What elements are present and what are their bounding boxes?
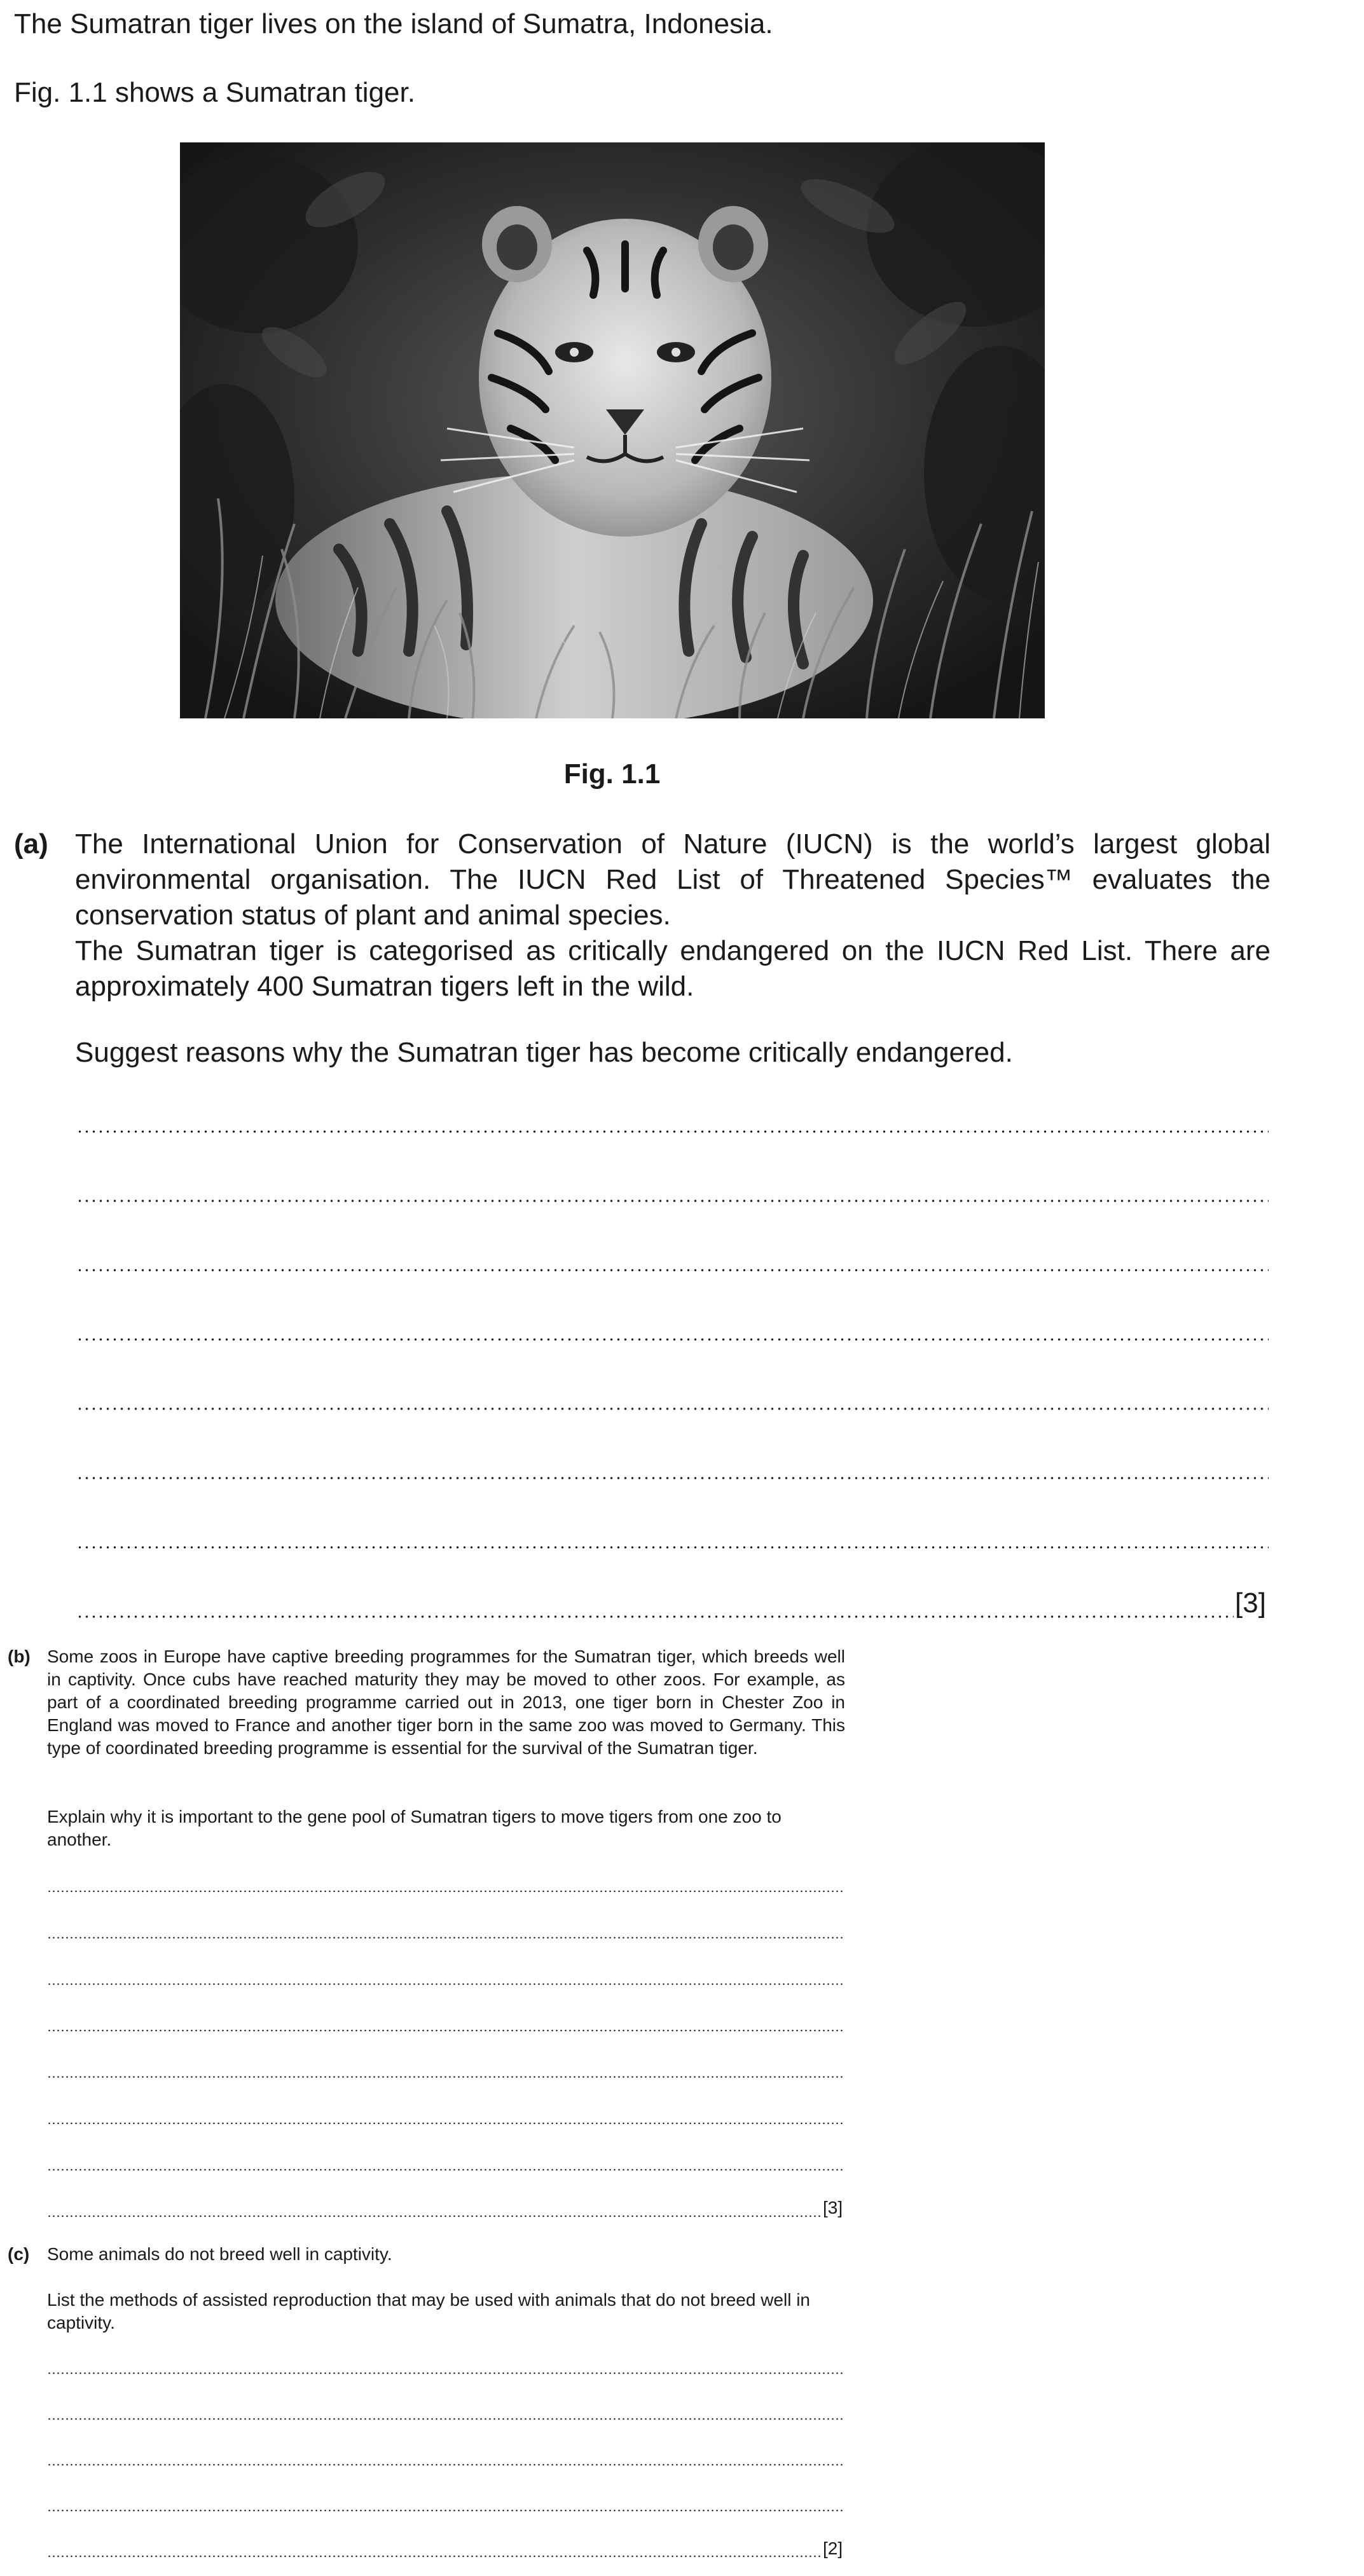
- part-a-label: (a): [14, 828, 48, 860]
- part-c-para-1: Some animals do not breed well in captivity.: [47, 2244, 392, 2264]
- intro-line-2: Fig. 1.1 shows a Sumatran tiger.: [14, 77, 415, 108]
- part-a-para-1: The International Union for Conservation of Nature (IUCN) is the world’s largest global environmental organisation. The IUCN Red List of Threatened Species™ evaluates the conservation status of plant and animal species.: [75, 828, 1271, 931]
- answer-line[interactable]: [47, 2076, 843, 2078]
- answer-line[interactable]: [47, 2555, 823, 2558]
- part-b-para-1: Some zoos in Europe have captive breeding programmes for the Sumatran tiger, which breeds well in captivity. Once cubs have reached maturity they may be moved to other zoos. For example, as part of a coordinated breeding programme carried out in 2013, one tiger born in Chester Zoo in England was moved to France and another tiger born in the same zoo was moved to Germany. This type of coordinated breeding programme is essential for the survival of the Sumatran tiger.: [47, 1647, 845, 1758]
- answer-line[interactable]: [47, 2418, 843, 2420]
- answer-line[interactable]: [76, 1615, 1234, 1619]
- part-a-para-2: The Sumatran tiger is categorised as critically endangered on the IUCN Red List. There are approximately 400 Sumatran tigers left in the wild.: [75, 935, 1271, 1002]
- answer-line[interactable]: [76, 1545, 1269, 1549]
- answer-line[interactable]: [47, 1983, 843, 1985]
- part-a-marks: [3]: [1235, 1587, 1266, 1619]
- tiger-photo: [180, 142, 1045, 718]
- part-c-label: (c): [8, 2244, 30, 2264]
- part-b-label: (b): [8, 1647, 31, 1666]
- answer-line[interactable]: [76, 1199, 1269, 1203]
- answer-line[interactable]: [76, 1268, 1269, 1272]
- answer-line[interactable]: [76, 1407, 1269, 1411]
- answer-line[interactable]: [47, 2463, 843, 2466]
- part-c-question: List the methods of assisted reproduction that may be used with animals that do not breed well in captivity.: [47, 2290, 811, 2333]
- answer-line[interactable]: [47, 2372, 843, 2374]
- answer-line[interactable]: [47, 2215, 823, 2217]
- answer-line[interactable]: [47, 1936, 843, 1939]
- answer-line[interactable]: [47, 2509, 843, 2512]
- part-b-marks: [3]: [823, 2198, 843, 2217]
- part-c-marks: [2]: [823, 2538, 843, 2558]
- answer-line[interactable]: [47, 2168, 843, 2171]
- answer-line[interactable]: [76, 1130, 1269, 1134]
- answer-line[interactable]: [76, 1338, 1269, 1341]
- answer-line[interactable]: [47, 2029, 843, 2032]
- intro-line-1: The Sumatran tiger lives on the island of Sumatra, Indonesia.: [14, 8, 773, 39]
- part-b-question: Explain why it is important to the gene pool of Sumatran tigers to move tigers from one zoo to another.: [47, 1807, 782, 1849]
- answer-line[interactable]: [76, 1476, 1269, 1480]
- figure-caption: Fig. 1.1: [563, 758, 661, 790]
- part-a-question: Suggest reasons why the Sumatran tiger has become critically endangered.: [75, 1037, 1013, 1068]
- answer-line[interactable]: [47, 2122, 843, 2125]
- answer-line[interactable]: [47, 1890, 843, 1893]
